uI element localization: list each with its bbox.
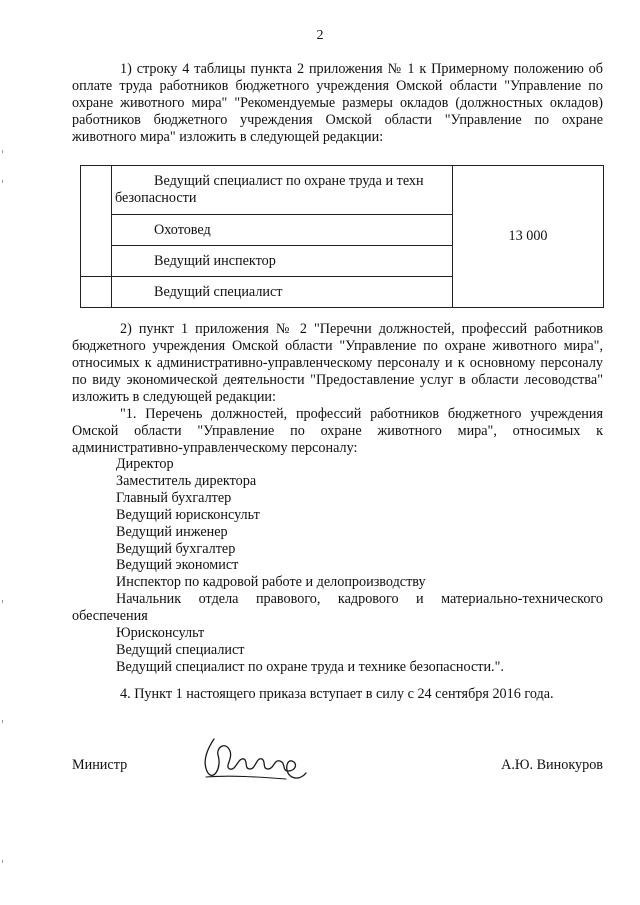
page-number: 2 — [316, 28, 324, 43]
signer-title: Министр — [72, 757, 128, 773]
position-label: Охотовед — [154, 221, 211, 238]
position-cell — [112, 277, 453, 308]
intro-paragraph: 1) строку 4 таблицы пункта 2 приложения № 1 к Примерному положению об оплате труда работников бюджетного учреждения Омской области "Управление по охране животного мира" "Рекомендуемые размеры окладов (должностных окладов) работников бюджетного учреждения Омской области "Управление по охране животного мира" изложить в следующей редакции: — [72, 61, 603, 145]
list-item: Ведущий специалист по охране труда и технике безопасности.". — [116, 658, 504, 675]
list-item: Начальник отдела правового, кадрового и материально-технического обеспечения — [72, 591, 603, 625]
row-number-cell — [81, 277, 112, 308]
position-cell — [112, 166, 453, 215]
handwritten-signature — [200, 733, 310, 789]
point-2-paragraph: 2) пункт 1 приложения № 2 "Перечни должностей, профессий работников бюджетного учреждения Омской области "Управление по охране животного мира", относимых к административно-управленческому персоналу и к основному персоналу по виду экономической деятельности "Предоставление услуг в области лесоводства" изложить в следующей редакции: — [72, 321, 603, 405]
position-cell — [112, 215, 453, 246]
list-item: Ведущий юрисконсульт — [116, 506, 260, 523]
position-line-2: безопасности — [115, 190, 197, 206]
position-line-1: Ведущий специалист по охране труда и техн — [154, 173, 424, 190]
list-item: Главный бухгалтер — [116, 489, 232, 506]
list-item: Ведущий экономист — [116, 557, 239, 574]
signer-name: А.Ю. Винокуров — [501, 757, 603, 773]
list-item: Директор — [116, 456, 174, 472]
position-cell — [112, 246, 453, 277]
salary-table — [80, 165, 604, 308]
list-item: Ведущий бухгалтер — [116, 540, 236, 557]
point-4-paragraph: 4. Пункт 1 настоящего приказа вступает в силу с 24 сентября 2016 года. — [120, 686, 554, 702]
position-label: Ведущий специалист — [154, 283, 283, 300]
list-item: Ведущий специалист — [116, 641, 245, 658]
signature-block — [72, 757, 603, 797]
list-item: Ведущий инженер — [116, 523, 228, 540]
table-row — [81, 166, 604, 215]
position-label: Ведущий инспектор — [154, 252, 276, 269]
list-item: Юрисконсульт — [116, 625, 205, 642]
salary-cell: 13 000 — [453, 166, 604, 308]
positions-list — [72, 456, 603, 676]
quote-paragraph: "1. Перечень должностей, профессий работников бюджетного учреждения Омской области "Управление по охране животного мира", относимых к административно-управленческому персоналу: — [72, 406, 603, 456]
row-number-cell — [81, 166, 112, 277]
list-item: Заместитель директора — [116, 472, 257, 489]
list-item: Инспектор по кадровой работе и делопроизводству — [116, 574, 426, 591]
scan-edge-marks — [0, 0, 6, 905]
